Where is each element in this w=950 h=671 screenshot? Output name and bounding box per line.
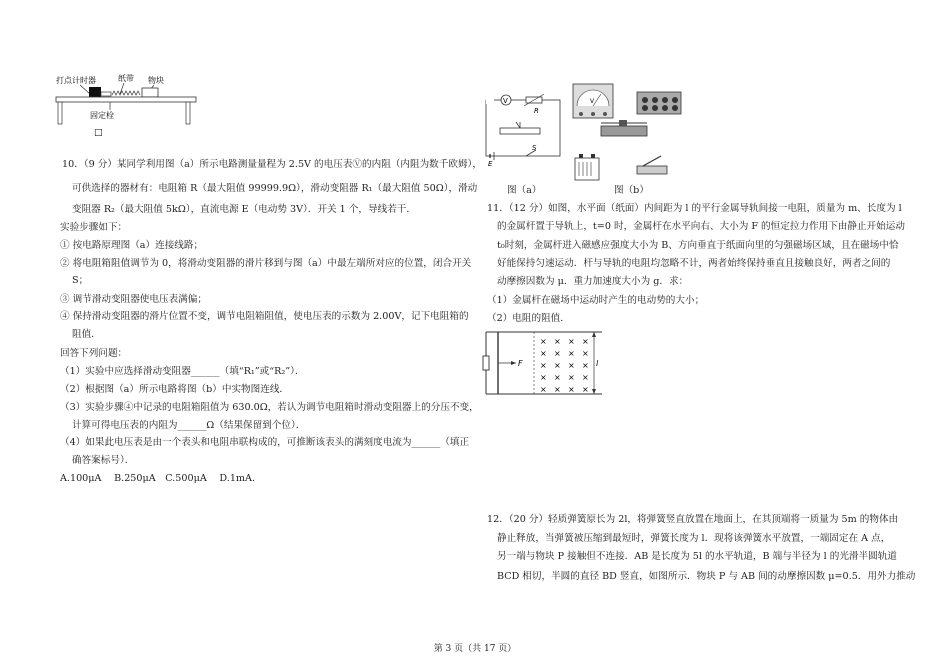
instruments-diagram-b [565,76,695,186]
q10-line: 计算可得电压表的内阻为______Ω（结果保留到个位）． [72,420,306,431]
q10-line: （1）实验中应选择滑动变阻器______（填“R₁”或“R₂”）． [60,366,305,377]
svg-text:×: × [582,373,589,382]
pulley-label: 固定栓 [90,111,114,120]
q11-line: t₀时刻，金属杆进入磁感应强度大小为 B、方向垂直于纸面向里的匀强磁场区域，且在磁场中恰 [497,240,899,251]
q11-line: 动摩擦因数为 μ．重力加速度大小为 g．求： [497,276,689,287]
q10-line: ④ 保持滑动变阻器的滑片位置不变，调节电阻箱阻值，使电压表的示数为 2.00V，记下电阻箱的 [60,311,469,322]
block-box [142,88,158,97]
q10-line: 10．（9 分）某同学利用图（a）所示电路测量量程为 2.5V 的电压表Ⓥ的内阻（内阻为数千欧姆）， [62,159,482,170]
svg-text:×: × [568,337,575,346]
resistor-symbol [483,356,489,370]
voltmeter-symbol-label: V [503,97,508,105]
q10-line: 阻值． [72,329,101,340]
q12-line: BCD 相切，半圆的直径 BD 竖直，如图所示．物块 P 与 AB 间的动摩擦因数 μ=0.5．用外力推动 [497,571,916,582]
svg-text:×: × [554,373,561,382]
rheostat-symbol [500,128,540,134]
q11-line: 11．（12 分）如图，水平面（纸面）内间距为 l 的平行金属导轨间接一电阻，质量为 m、长度为 l [487,203,902,214]
q10-line: ② 将电阻箱阻值调节为 0，将滑动变阻器的滑片移到与图（a）中最左端所对应的位置，闭合开关 [60,258,472,269]
timer-box [89,87,101,98]
timer-label: 打点计时器 [56,76,96,85]
battery-instrument [575,154,599,180]
table-top [56,97,196,102]
q10-line: S； [72,275,89,286]
q10-line: 确答案标号）． [72,455,135,466]
length-label: l [596,359,599,368]
q11-line: 的金属杆置于导轨上，t=0 时，金属杆在水平向右、大小为 F 的恒定拉力作用下由静止开始运动 [497,221,905,232]
svg-text:×: × [568,385,575,394]
q10-line: 回答下列问题： [60,348,128,359]
spring-shape [112,91,140,95]
q10-line: 可供选择的器材有：电阻箱 R（最大阻值 99999.9Ω），滑动变阻器 R₁（最大阻值 50Ω），滑动 [72,183,478,194]
q10-line: ① 按电路原理图（a）连接线路； [60,240,204,251]
q12-line: 静止释放，当弹簧被压缩到最短时，弹簧长度为 l．现将该弹簧水平放置，一端固定在 A 点， [497,533,891,544]
svg-text:×: × [582,385,589,394]
q12-line: 12．（20 分）轻质弹簧原长为 2l，将弹簧竖直放置在地面上，在其顶端将一质量为 5m 的物体由 [487,514,899,525]
figure-caption-a: 图（a） [507,185,542,196]
q10-line: ③ 调节滑动变阻器使电压表满偏； [60,294,207,305]
voltmeter-instrument-label: V [590,98,595,105]
block-label: 物块 [148,76,164,85]
svg-text:×: × [568,373,575,382]
q11-line: 好能保持匀速运动．杆与导轨的电阻均忽略不计，两者始终保持垂直且接触良好，两者之间的 [497,258,891,269]
q10-options: A.100μA B.250μA C.500μA D.1mA． [60,473,262,484]
figure-caption-b: 图（b） [614,185,649,196]
switch-label: S [532,144,537,152]
field-crosses [540,337,589,394]
source-label: E [488,160,493,168]
timer-table-figure [50,72,200,142]
q11-line: （2）电阻的阻值． [487,313,570,324]
resistance-box-instrument [637,92,681,114]
q12-line: 另一端与物块 P 接触但不连接．AB 是长度为 5l 的水平轨道，B 端与半径为 l 的光滑半圆轨道 [497,551,897,562]
svg-text:×: × [568,361,575,370]
svg-text:×: × [540,373,547,382]
q11-line: （1）金属杆在磁场中运动时产生的电动势的大小； [487,295,705,306]
resistor-label: R [534,107,539,115]
q10-line: 变阻器 R₂（最大阻值 5kΩ），直流电源 E（电动势 3V）．开关 1 个，导线若干． [72,204,416,215]
q10-line: （2）根据图（a）所示电路将图（b）中实物图连线． [60,384,290,395]
svg-text:×: × [554,349,561,358]
svg-text:×: × [554,361,561,370]
svg-text:×: × [582,361,589,370]
svg-text:×: × [582,349,589,358]
figure-marker: □ [94,128,103,138]
voltmeter-instrument [573,84,613,118]
q10-line: （4）如果此电压表是由一个表头和电阻串联构成的，可推断该表头的满刻度电流为______（填正 [60,437,470,448]
q10-line: （3）实验步骤④中记录的电阻箱阻值为 630.0Ω，若认为调节电阻箱时滑动变阻器上的分压不变， [60,402,479,413]
magnetic-field-figure [480,330,605,398]
q10-line: 实验步骤如下： [60,222,128,233]
page-footer: 第 3 页（共 17 页） [433,644,517,654]
svg-text:×: × [540,385,547,394]
tape-label: 纸带 [118,74,134,83]
svg-text:×: × [554,385,561,394]
svg-text:×: × [554,337,561,346]
svg-text:×: × [540,361,547,370]
rheostat-instrument [601,120,647,136]
svg-text:×: × [540,349,547,358]
force-label: F [518,359,523,368]
svg-text:×: × [568,349,575,358]
svg-text:×: × [540,337,547,346]
svg-text:×: × [582,337,589,346]
switch-instrument [637,156,667,174]
